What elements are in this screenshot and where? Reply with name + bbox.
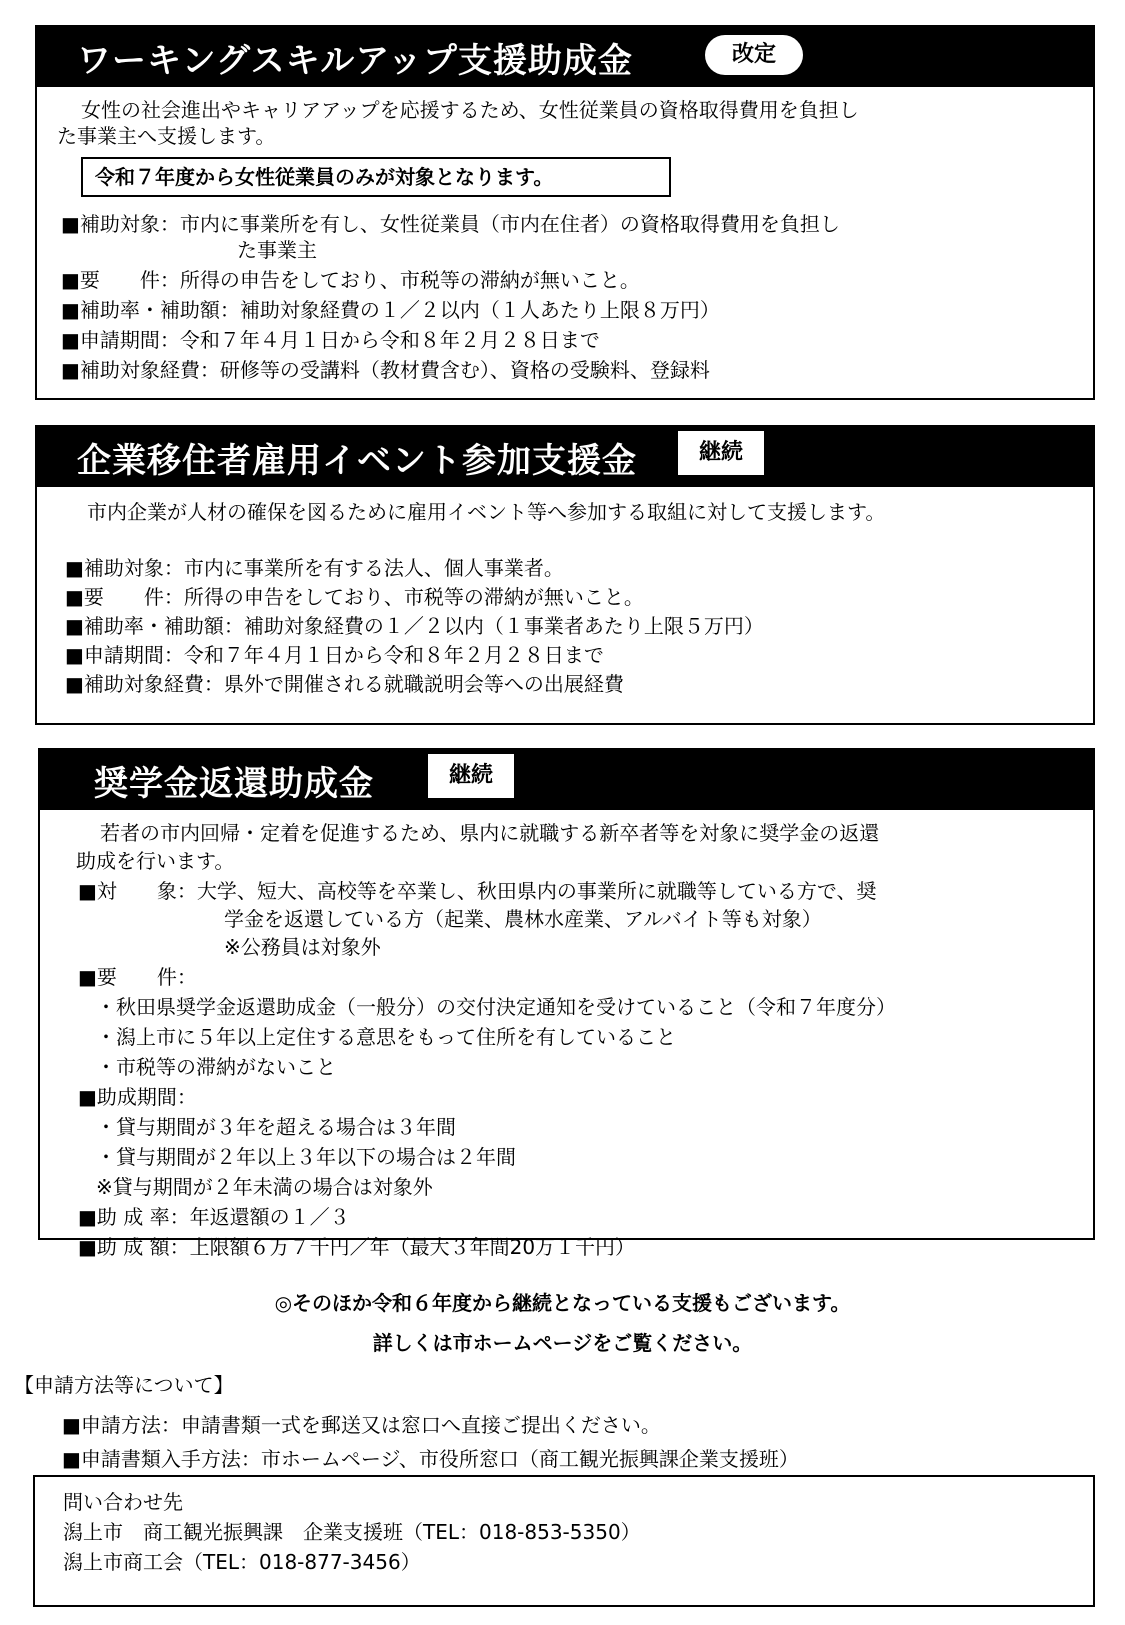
list-item: ■申請期間：令和７年４月１日から令和８年２月２８日まで: [65, 643, 604, 667]
list-item: ※公務員は対象外: [224, 935, 381, 959]
intro-text: た事業主へ支援します。: [57, 124, 276, 148]
section-title: ワーキングスキルアップ支援助成金: [77, 41, 633, 81]
intro-text: 若者の市内回帰・定着を促進するため、県内に就職する新卒者等を対象に奨学金の返還: [100, 821, 880, 845]
notice-box: 令和７年度から女性従業員のみが対象となります。: [81, 157, 671, 197]
list-item: 学金を返還している方（起業、農林水産業、アルバイト等も対象）: [224, 907, 822, 931]
section-header: [35, 425, 1095, 487]
status-badge: 改定: [705, 35, 803, 75]
list-item: ■申請期間：令和７年４月１日から令和８年２月２８日まで: [61, 328, 600, 352]
section-body: [35, 87, 1095, 400]
list-item: ■要 件：: [78, 965, 197, 989]
list-item: ■対 象：大学、短大、高校等を卒業し、秋田県内の事業所に就職等している方で、奨: [78, 879, 877, 903]
section-event-support: [35, 425, 1095, 725]
list-item: ■補助対象：市内に事業所を有し、女性従業員（市内在住者）の資格取得費用を負担し: [61, 212, 840, 236]
section-body: [35, 487, 1095, 725]
apply-docs: ■申請書類入手方法：市ホームページ、市役所窓口（商工観光振興課企業支援班）: [62, 1447, 799, 1471]
intro-text: 市内企業が人材の確保を図るために雇用イベント等へ参加する取組に対して支援します。: [87, 500, 886, 524]
list-item: ■要 件：所得の申告をしており、市税等の滞納が無いこと。: [65, 585, 644, 609]
list-item: ・貸与期間が３年を超える場合は３年間: [96, 1115, 456, 1139]
list-item: ※貸与期間が２年未満の場合は対象外: [96, 1175, 433, 1199]
list-item: ■補助対象経費：県外で開催される就職説明会等への出展経費: [65, 672, 624, 696]
list-item: た事業主: [237, 238, 317, 262]
footer-note: ◎そのほか令和６年度から継続となっている支援もございます。: [274, 1291, 851, 1315]
list-item: ■補助率・補助額：補助対象経費の１／２以内（１事業者あたり上限５万円）: [65, 614, 764, 638]
contact-heading: 問い合わせ先: [63, 1490, 183, 1514]
list-item: ・市税等の滞納がないこと: [96, 1055, 336, 1079]
list-item: ■助 成 額：上限額６万７千円／年（最大３年間20万１千円）: [78, 1235, 636, 1259]
list-item: ■補助率・補助額：補助対象経費の１／２以内（１人あたり上限８万円）: [61, 298, 720, 322]
section-header: [38, 748, 1095, 810]
section-title: 奨学金返還助成金: [94, 764, 374, 804]
section-body: [38, 810, 1095, 1259]
list-item: ・秋田県奨学金返還助成金（一般分）の交付決定通知を受けていること（令和７年度分）: [96, 995, 896, 1019]
apply-heading: 【申請方法等について】: [14, 1373, 234, 1397]
footer-note: 詳しくは市ホームページをご覧ください。: [372, 1331, 753, 1355]
intro-text: 助成を行います。: [76, 849, 235, 873]
section-header: [35, 25, 1095, 87]
list-item: ■要 件：所得の申告をしており、市税等の滞納が無いこと。: [61, 268, 640, 292]
section-scholarship: [38, 748, 1095, 1259]
list-item: ■補助対象：市内に事業所を有する法人、個人事業者。: [65, 556, 564, 580]
apply-method: ■申請方法：申請書類一式を郵送又は窓口へ直接ご提出ください。: [62, 1413, 661, 1437]
list-item: ・貸与期間が２年以上３年以下の場合は２年間: [96, 1145, 516, 1169]
list-item: ■助成期間：: [78, 1085, 197, 1109]
section-working-skillup: [35, 25, 1095, 400]
list-item: ■補助対象経費：研修等の受講料（教材費含む）、資格の受験料、登録料: [61, 358, 710, 382]
list-item: ・潟上市に５年以上定住する意思をもって住所を有していること: [96, 1025, 676, 1049]
status-badge: 継続: [428, 754, 514, 798]
status-badge: 継続: [678, 431, 764, 475]
section-title: 企業移住者雇用イベント参加支援金: [77, 441, 637, 481]
list-item: ■助 成 率：年返還額の１／３: [78, 1205, 350, 1229]
contact-line: 潟上市 商工観光振興課 企業支援班（TEL：018-853-5350）: [63, 1520, 641, 1544]
intro-text: 女性の社会進出やキャリアアップを応援するため、女性従業員の資格取得費用を負担し: [81, 98, 859, 122]
contact-line: 潟上市商工会（TEL：018-877-3456）: [63, 1550, 421, 1574]
contact-box: [33, 1475, 1095, 1607]
